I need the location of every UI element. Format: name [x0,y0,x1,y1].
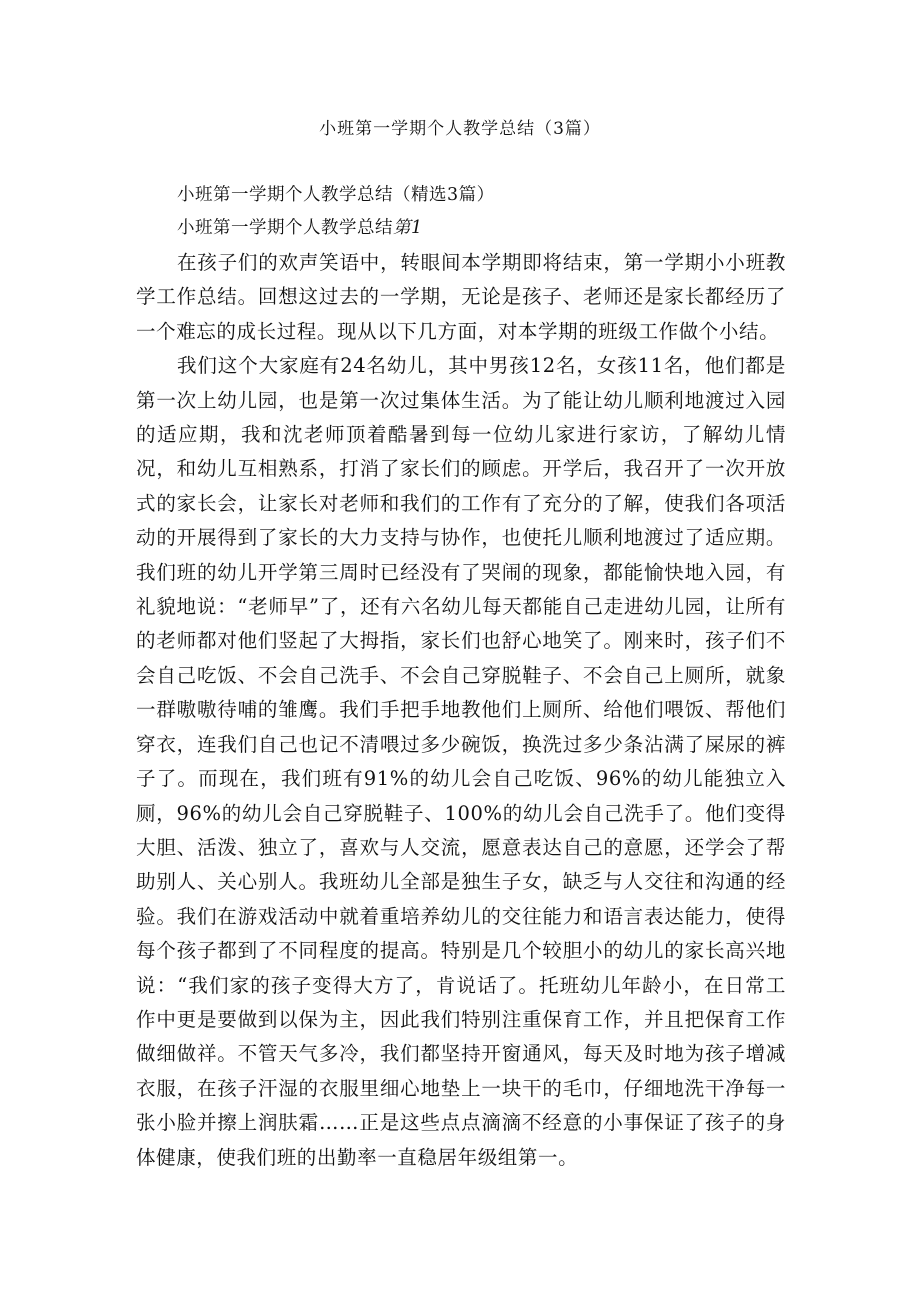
section-heading [177,213,423,243]
document-subtitle: 小班第一学期个人教学总结（精选3篇） [177,185,495,205]
document-title: 小班第一学期个人教学总结（3篇） [319,119,601,139]
section-heading-suffix: 第1 [393,218,423,238]
paragraph-intro: 在孩子们的欢声笑语中，转眼间本学期即将结束，第一学期小小班教学工作总结。回想这过去的一学期，无论是孩子、老师还是家长都经历了一个难忘的成长过程。现从以下几方面，对本学期的班级工作做个小结。 [136,251,786,343]
section-heading-text: 小班第一学期个人教学总结 [177,218,393,238]
paragraph-class-summary: 我们这个大家庭有24名幼儿，其中男孩12名，女孩11名，他们都是第一次上幼儿园，也是第一次过集体生活。为了能让幼儿顺利地渡过入园的适应期，我和沈老师顶着酷暑到每一位幼儿家进行家访，了解幼儿情况，和幼儿互相熟系，打消了家长们的顾虑。开学后，我召开了一次开放式的家长会，让家长对老师和我们的工作有了充分的了解，使我们各项活动的开展得到了家长的大力支持与协作，也使托儿顺利地渡过了适应期。我们班的幼儿开学第三周时已经没有了哭闹的现象，都能愉快地入园，有礼貌地说：“老师早”了，还有六名幼儿每天都能自己走进幼儿园，让所有的老师都对他们竖起了大拇指，家长们也舒心地笑了。刚来时，孩子们不会自己吃饭、不会自己洗手、不会自己穿脱鞋子、不会自己上厕所，就象一群嗷嗷待哺的雏鹰。我们手把手地教他们上厕所、给他们喂饭、帮他们穿衣，连我们自己也记不清喂过多少碗饭，换洗过多少条沾满了屎尿的裤子了。而现在，我们班有91%的幼儿会自己吃饭、96%的幼儿能独立入厕，96%的幼儿会自己穿脱鞋子、100%的幼儿会自己洗手了。他们变得大胆、活泼、独立了，喜欢与人交流，愿意表达自己的意愿，还学会了帮助别人、关心别人。我班幼儿全部是独生子女，缺乏与人交往和沟通的经验。我们在游戏活动中就着重培养幼儿的交往能力和语言表达能力，使得每个孩子都到了不同程度的提高。特别是几个较胆小的幼儿的家长高兴地说：“我们家的孩子变得大方了，肯说话了。托班幼儿年龄小，在日常工作中更是要做到以保为主，因此我们特别注重保育工作，并且把保育工作做细做祥。不管天气多冷，我们都坚持开窗通风，每天及时地为孩子增减衣服，在孩子汗湿的衣服里细心地垫上一块干的毛巾，仔细地洗干净每一张小脸并擦上润肤霜……正是这些点点滴滴不经意的小事保证了孩子的身体健康，使我们班的出勤率一直稳居年级组第一。 [136,354,786,1169]
body-text [136,246,786,1175]
